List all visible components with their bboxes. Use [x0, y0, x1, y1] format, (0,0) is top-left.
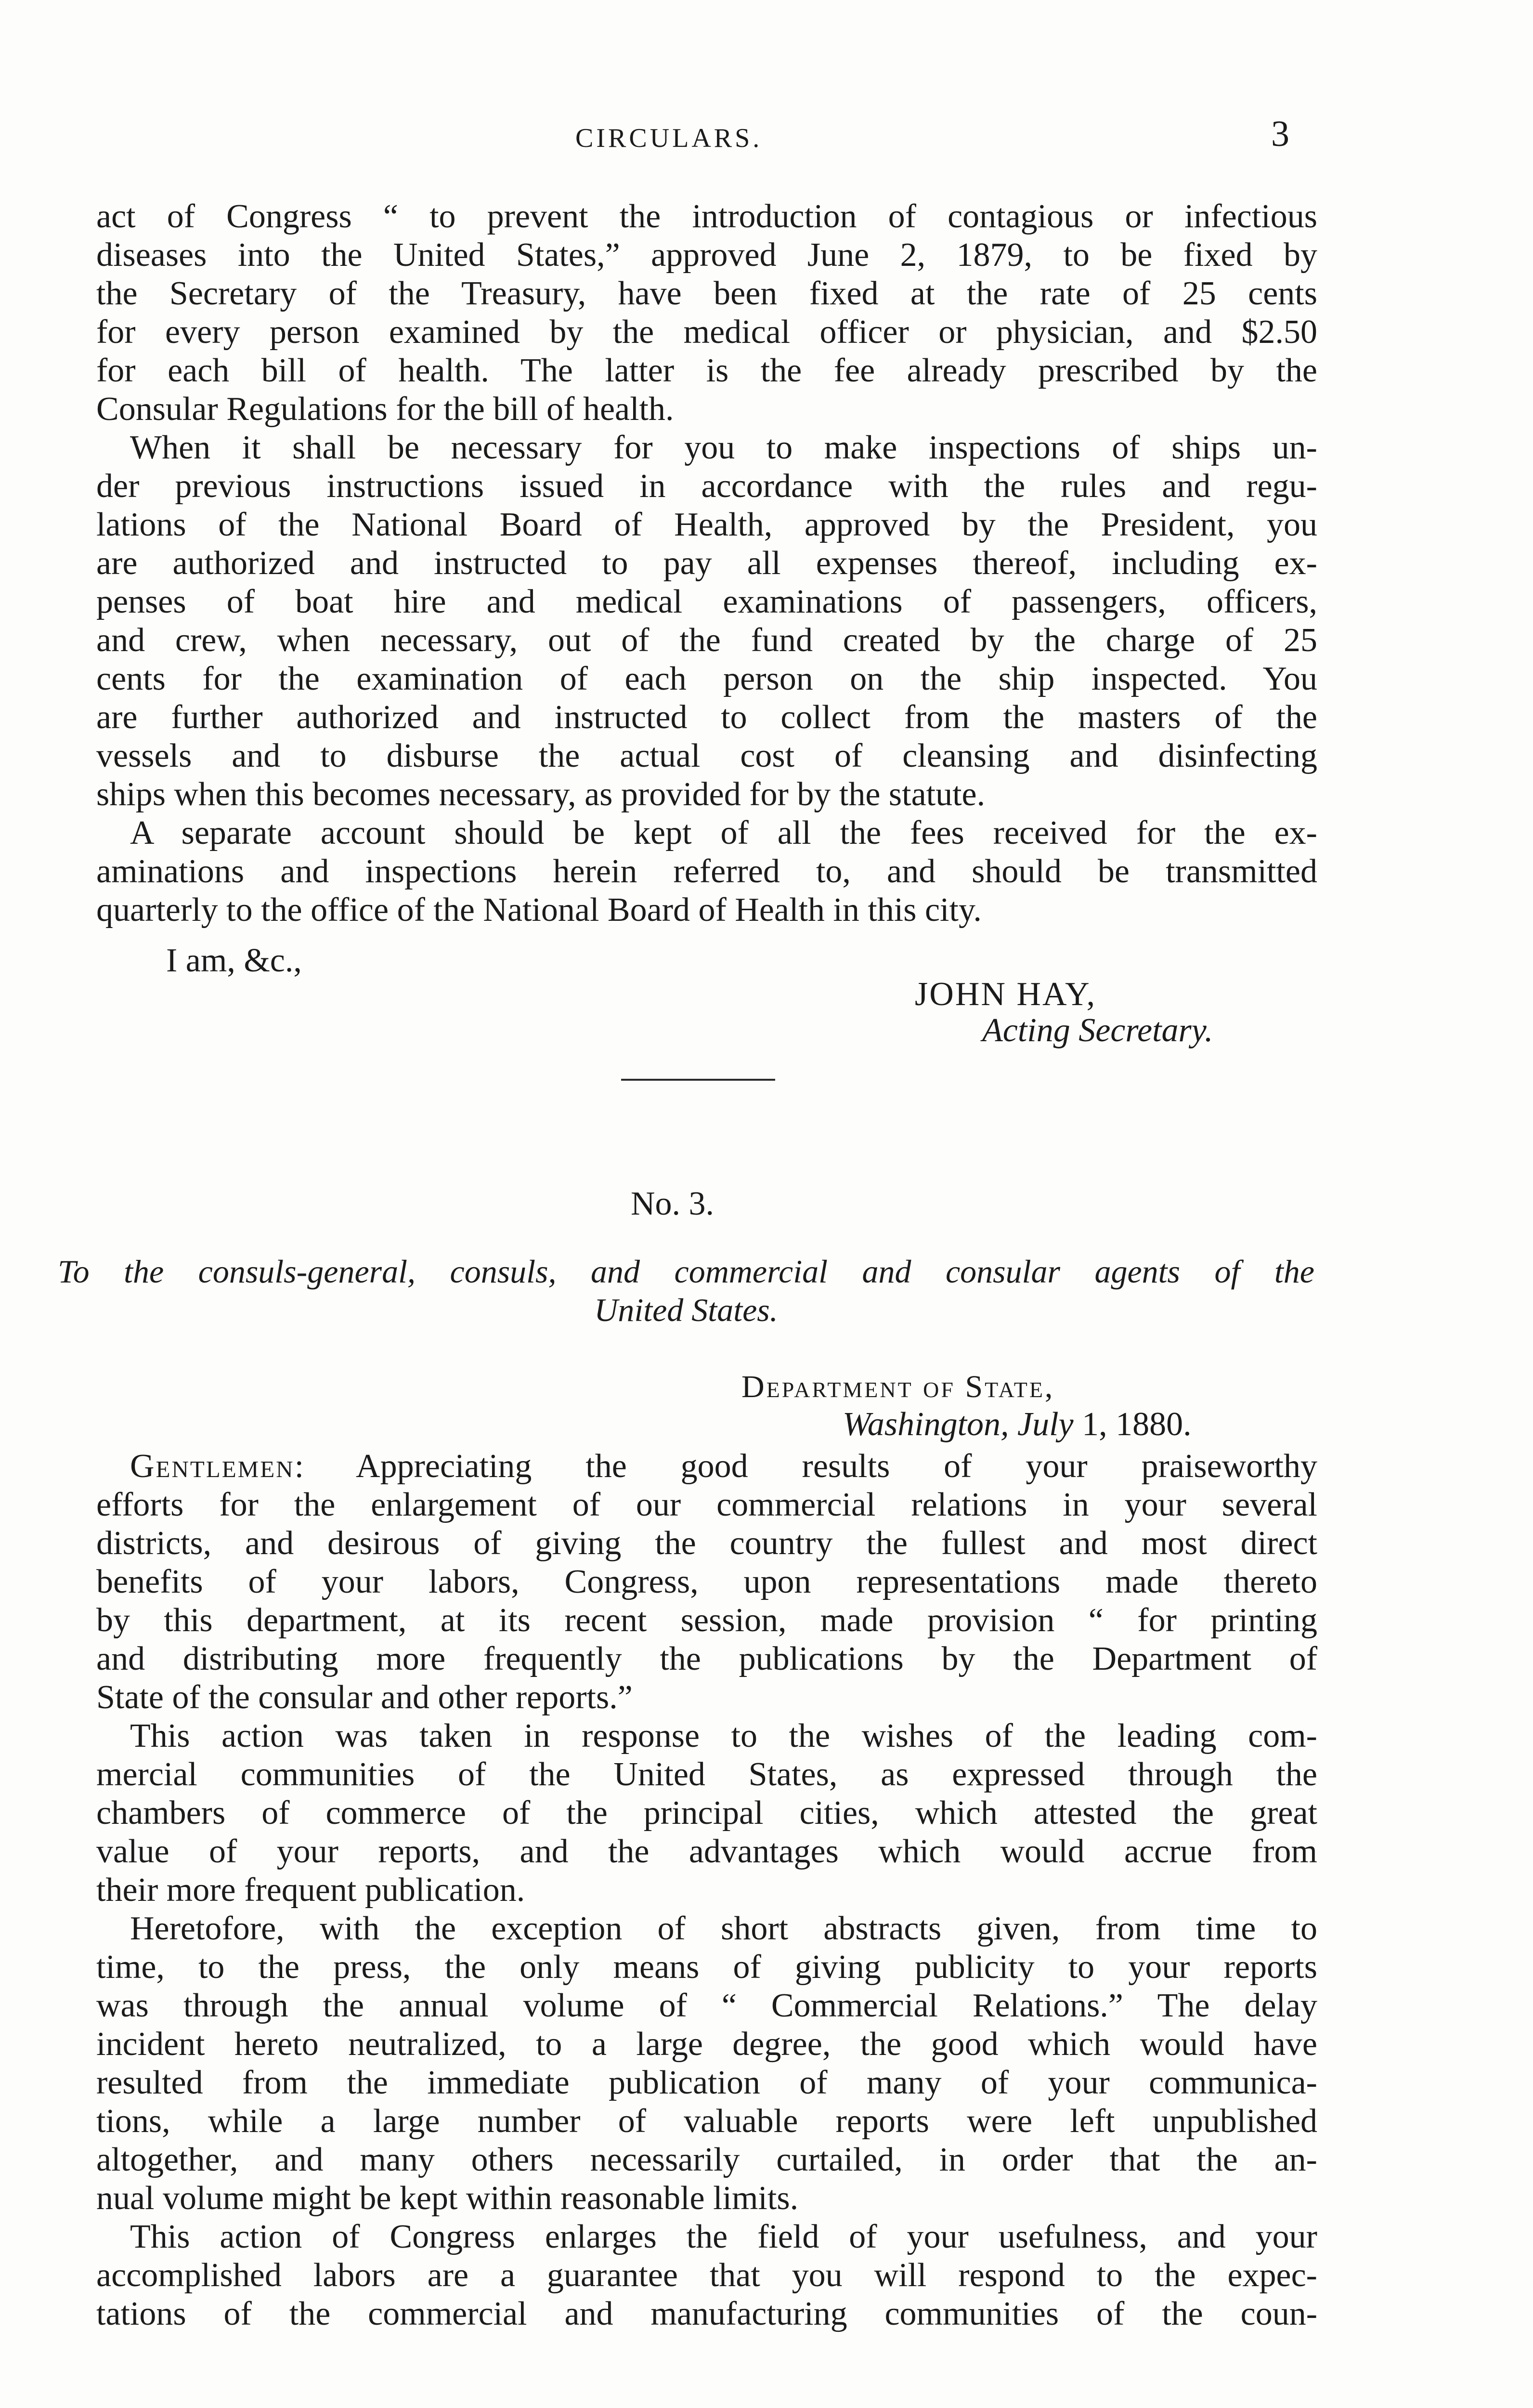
text-line: Heretofore, with the exception of short abstracts given, from time to	[130, 1910, 1317, 1947]
text-line: vessels and to disburse the actual cost of cleansing and disinfecting	[96, 737, 1317, 774]
text-line: districts, and desirous of giving the country the fullest and most direct	[96, 1525, 1317, 1562]
text-line: nual volume might be kept within reasonable limits.	[96, 2180, 799, 2217]
text-line: This action of Congress enlarges the field of your usefulness, and your	[130, 2218, 1317, 2255]
text-line: mercial communities of the United States, as expressed through the	[96, 1756, 1317, 1793]
text-line: for each bill of health. The latter is the fee already prescribed by the	[96, 352, 1317, 389]
text-line: tations of the commercial and manufacturing communities of the coun-	[96, 2295, 1317, 2332]
text-line: and crew, when necessary, out of the fund created by the charge of 25	[96, 622, 1317, 659]
signer-title: Acting Secretary.	[982, 1012, 1213, 1049]
text-line: are further authorized and instructed to collect from the masters of the	[96, 699, 1317, 736]
text-line: penses of boat hire and medical examinations of passengers, officers,	[96, 583, 1317, 620]
signer-name: JOHN HAY,	[915, 976, 1097, 1013]
text-line: tions, while a large number of valuable reports were left unpublished	[96, 2103, 1317, 2140]
text-line: value of your reports, and the advantages which would accrue from	[96, 1833, 1317, 1870]
text-segment: : Appreciating the good results of your praiseworthy	[294, 1448, 1317, 1485]
text-line: by this department, at its recent session, made provision “ for printing	[96, 1602, 1317, 1639]
page-number: 3	[1271, 114, 1289, 154]
address-line: To the consuls-general, consuls, and commercial and consular agents of the	[58, 1253, 1314, 1290]
text-line: cents for the examination of each person on the ship inspected. You	[96, 660, 1317, 697]
text-line: and distributing more frequently the publications by the Department of	[96, 1640, 1317, 1677]
text-line: altogether, and many others necessarily curtailed, in order that the an-	[96, 2141, 1317, 2178]
dateline-place: Washington,	[843, 1406, 1009, 1443]
paragraph-fee-rates	[96, 197, 1317, 429]
paragraph-response	[96, 1717, 1317, 1910]
text-line: was through the annual volume of “ Commercial Relations.” The delay	[96, 1987, 1317, 2024]
paragraph-separate-account	[96, 814, 1317, 929]
text-line: aminations and inspections herein referred to, and should be transmitted	[96, 853, 1317, 890]
salutation: Gentlemen	[130, 1448, 295, 1485]
circular-number: No. 3.	[631, 1185, 715, 1222]
text-line: their more frequent publication.	[96, 1871, 525, 1909]
paragraph-heretofore	[96, 1910, 1317, 2218]
dateline-day-year: 1, 1880.	[1082, 1406, 1192, 1443]
text-line: act of Congress “ to prevent the introduction of contagious or infectious	[96, 198, 1317, 235]
text-line: der previous instructions issued in accordance with the rules and regu-	[96, 468, 1317, 505]
paragraph-action-of-congress	[96, 2218, 1317, 2333]
signoff: I am, &c.,	[166, 942, 302, 979]
text-line: chambers of commerce of the principal cities, which attested the great	[96, 1794, 1317, 1832]
department-heading: Department of State,	[741, 1369, 1055, 1404]
text-line: When it shall be necessary for you to make inspections of ships un-	[130, 429, 1317, 466]
text-line: incident hereto neutralized, to a large degree, the good which would have	[96, 2026, 1317, 2063]
text-line: quarterly to the office of the National Board of Health in this city.	[96, 891, 982, 929]
paragraph-gentlemen	[96, 1447, 1317, 1717]
dateline-month: July	[1017, 1406, 1074, 1443]
text-line: accomplished labors are a guarantee that you will respond to the expec-	[96, 2257, 1317, 2294]
text-line	[96, 1447, 1317, 1486]
running-head	[0, 114, 1533, 166]
running-title: CIRCULARS.	[575, 123, 763, 153]
section-divider	[621, 1079, 775, 1081]
address-line: United States.	[594, 1292, 778, 1328]
text-line: diseases into the United States,” approved June 2, 1879, to be fixed by	[96, 236, 1317, 274]
text-line: the Secretary of the Treasury, have been fixed at the rate of 25 cents	[96, 275, 1317, 312]
text-line: for every person examined by the medical officer or physician, and $2.50	[96, 314, 1317, 351]
text-line: lations of the National Board of Health, approved by the President, you	[96, 506, 1317, 543]
dateline	[843, 1405, 1192, 1444]
text-line: A separate account should be kept of all the fees received for the ex-	[130, 814, 1317, 851]
text-line: efforts for the enlargement of our commercial relations in your several	[96, 1486, 1317, 1523]
text-line: This action was taken in response to the wishes of the leading com-	[130, 1717, 1317, 1754]
paragraph-inspections	[96, 429, 1317, 814]
text-line: time, to the press, the only means of giving publicity to your reports	[96, 1949, 1317, 1986]
text-line: benefits of your labors, Congress, upon representations made thereto	[96, 1563, 1317, 1600]
text-line: Consular Regulations for the bill of health.	[96, 391, 674, 428]
text-line: ships when this becomes necessary, as provided for by the statute.	[96, 776, 986, 813]
text-line: State of the consular and other reports.”	[96, 1679, 633, 1716]
circular-address	[58, 1252, 1314, 1329]
text-line: are authorized and instructed to pay all expenses thereof, including ex-	[96, 545, 1317, 582]
text-line: resulted from the immediate publication of many of your communica-	[96, 2064, 1317, 2101]
